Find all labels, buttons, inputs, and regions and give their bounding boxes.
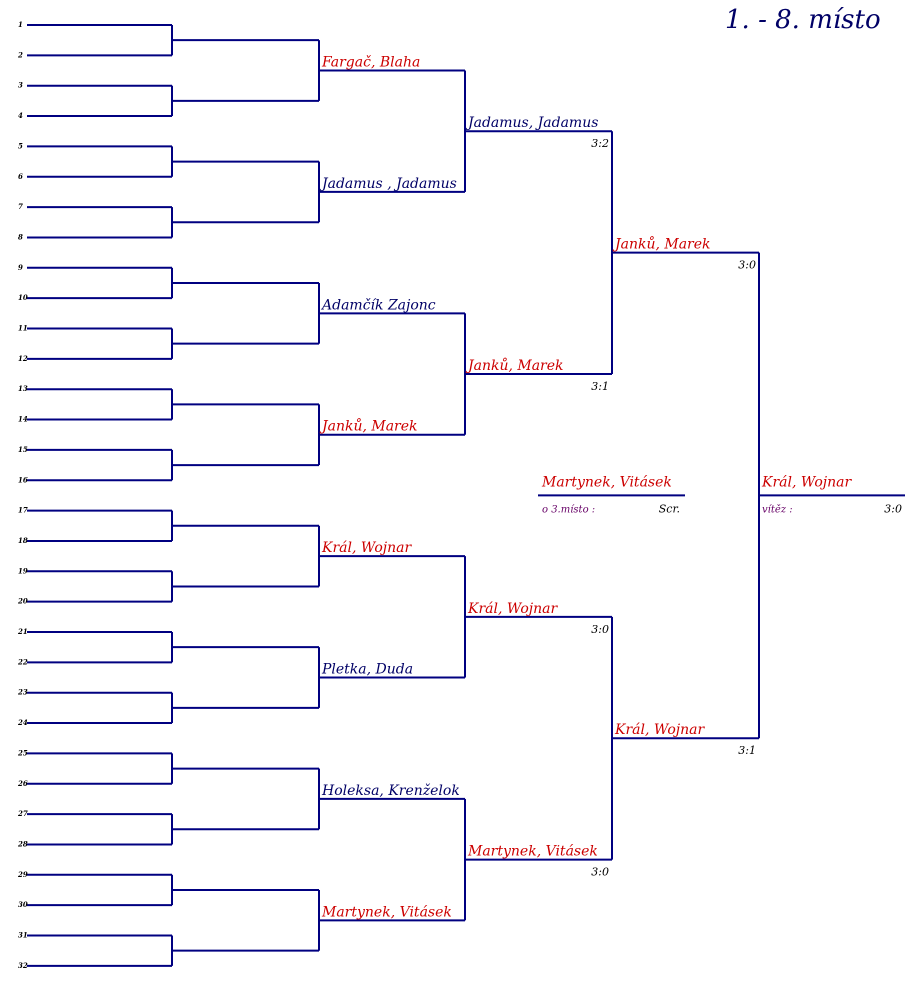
round1-team-name: Král, Wojnar bbox=[322, 540, 412, 557]
winner-label: vítěz : bbox=[762, 504, 793, 516]
round1-team-name: Martynek, Vitásek bbox=[322, 904, 452, 921]
third-place-score: Scr. bbox=[658, 502, 680, 516]
slot-number: 22 bbox=[18, 657, 28, 667]
third-place-label: o 3.místo : bbox=[542, 504, 596, 516]
slot-number: 7 bbox=[18, 202, 23, 212]
slot-number: 12 bbox=[18, 353, 28, 363]
round1-team-name: Jadamus , Jadamus bbox=[322, 175, 457, 192]
round2-score: 3:0 bbox=[591, 622, 609, 636]
slot-number: 10 bbox=[18, 293, 28, 303]
slot-number: 6 bbox=[18, 171, 23, 181]
round2-score: 3:1 bbox=[591, 380, 609, 394]
slot-number: 17 bbox=[18, 505, 28, 515]
slot-number: 31 bbox=[18, 930, 28, 940]
slot-number: 15 bbox=[18, 444, 28, 454]
winner-name: Král, Wojnar bbox=[762, 474, 852, 491]
slot-number: 11 bbox=[18, 323, 28, 333]
final-score: 3:0 bbox=[884, 502, 902, 516]
round2-team-name: Jadamus, Jadamus bbox=[468, 115, 599, 132]
round3-score: 3:1 bbox=[738, 744, 756, 758]
slot-number: 27 bbox=[18, 809, 28, 819]
slot-number: 9 bbox=[18, 262, 23, 272]
round1-team-name: Fargač, Blaha bbox=[322, 54, 421, 71]
round2-team-name: Král, Wojnar bbox=[468, 600, 558, 617]
slot-number: 29 bbox=[18, 869, 28, 879]
round1-team-name: Adamčík Zajonc bbox=[322, 297, 436, 314]
slot-number: 2 bbox=[18, 50, 23, 60]
slot-number: 32 bbox=[18, 960, 28, 970]
round3-score: 3:0 bbox=[738, 258, 756, 272]
bracket-lines bbox=[27, 25, 905, 966]
slot-number: 25 bbox=[18, 748, 28, 758]
slot-number: 30 bbox=[18, 900, 28, 910]
slot-number: 20 bbox=[18, 596, 28, 606]
round2-score: 3:0 bbox=[591, 865, 609, 879]
slot-number: 23 bbox=[18, 687, 28, 697]
slot-number: 1 bbox=[18, 20, 23, 29]
round3-team-name: Král, Wojnar bbox=[615, 722, 705, 739]
slot-number: 4 bbox=[18, 111, 23, 121]
round2-team-name: Janků, Marek bbox=[468, 358, 564, 375]
round1-team-name: Pletka, Duda bbox=[322, 661, 414, 678]
slot-number: 21 bbox=[18, 627, 28, 636]
slot-number: 28 bbox=[18, 839, 28, 849]
slot-number: 8 bbox=[18, 232, 23, 242]
round3-team-name: Janků, Marek bbox=[615, 236, 711, 253]
slot-number: 3 bbox=[18, 80, 23, 90]
slot-number: 24 bbox=[18, 718, 28, 728]
slot-number: 26 bbox=[18, 778, 28, 788]
slot-number: 19 bbox=[18, 566, 28, 576]
slot-number: 13 bbox=[18, 384, 28, 394]
slot-number: 16 bbox=[18, 475, 28, 485]
round1-team-name: Janků, Marek bbox=[322, 418, 418, 435]
slot-number: 5 bbox=[18, 141, 23, 151]
round2-score: 3:2 bbox=[591, 137, 609, 151]
round1-team-name: Holeksa, Krenželok bbox=[322, 782, 460, 799]
slot-number: 18 bbox=[18, 535, 28, 545]
round2-team-name: Martynek, Vitásek bbox=[468, 843, 598, 860]
third-place-name: Martynek, Vitásek bbox=[542, 474, 672, 491]
page-title: 1. - 8. místo bbox=[725, 5, 881, 35]
slot-number: 14 bbox=[18, 414, 28, 424]
